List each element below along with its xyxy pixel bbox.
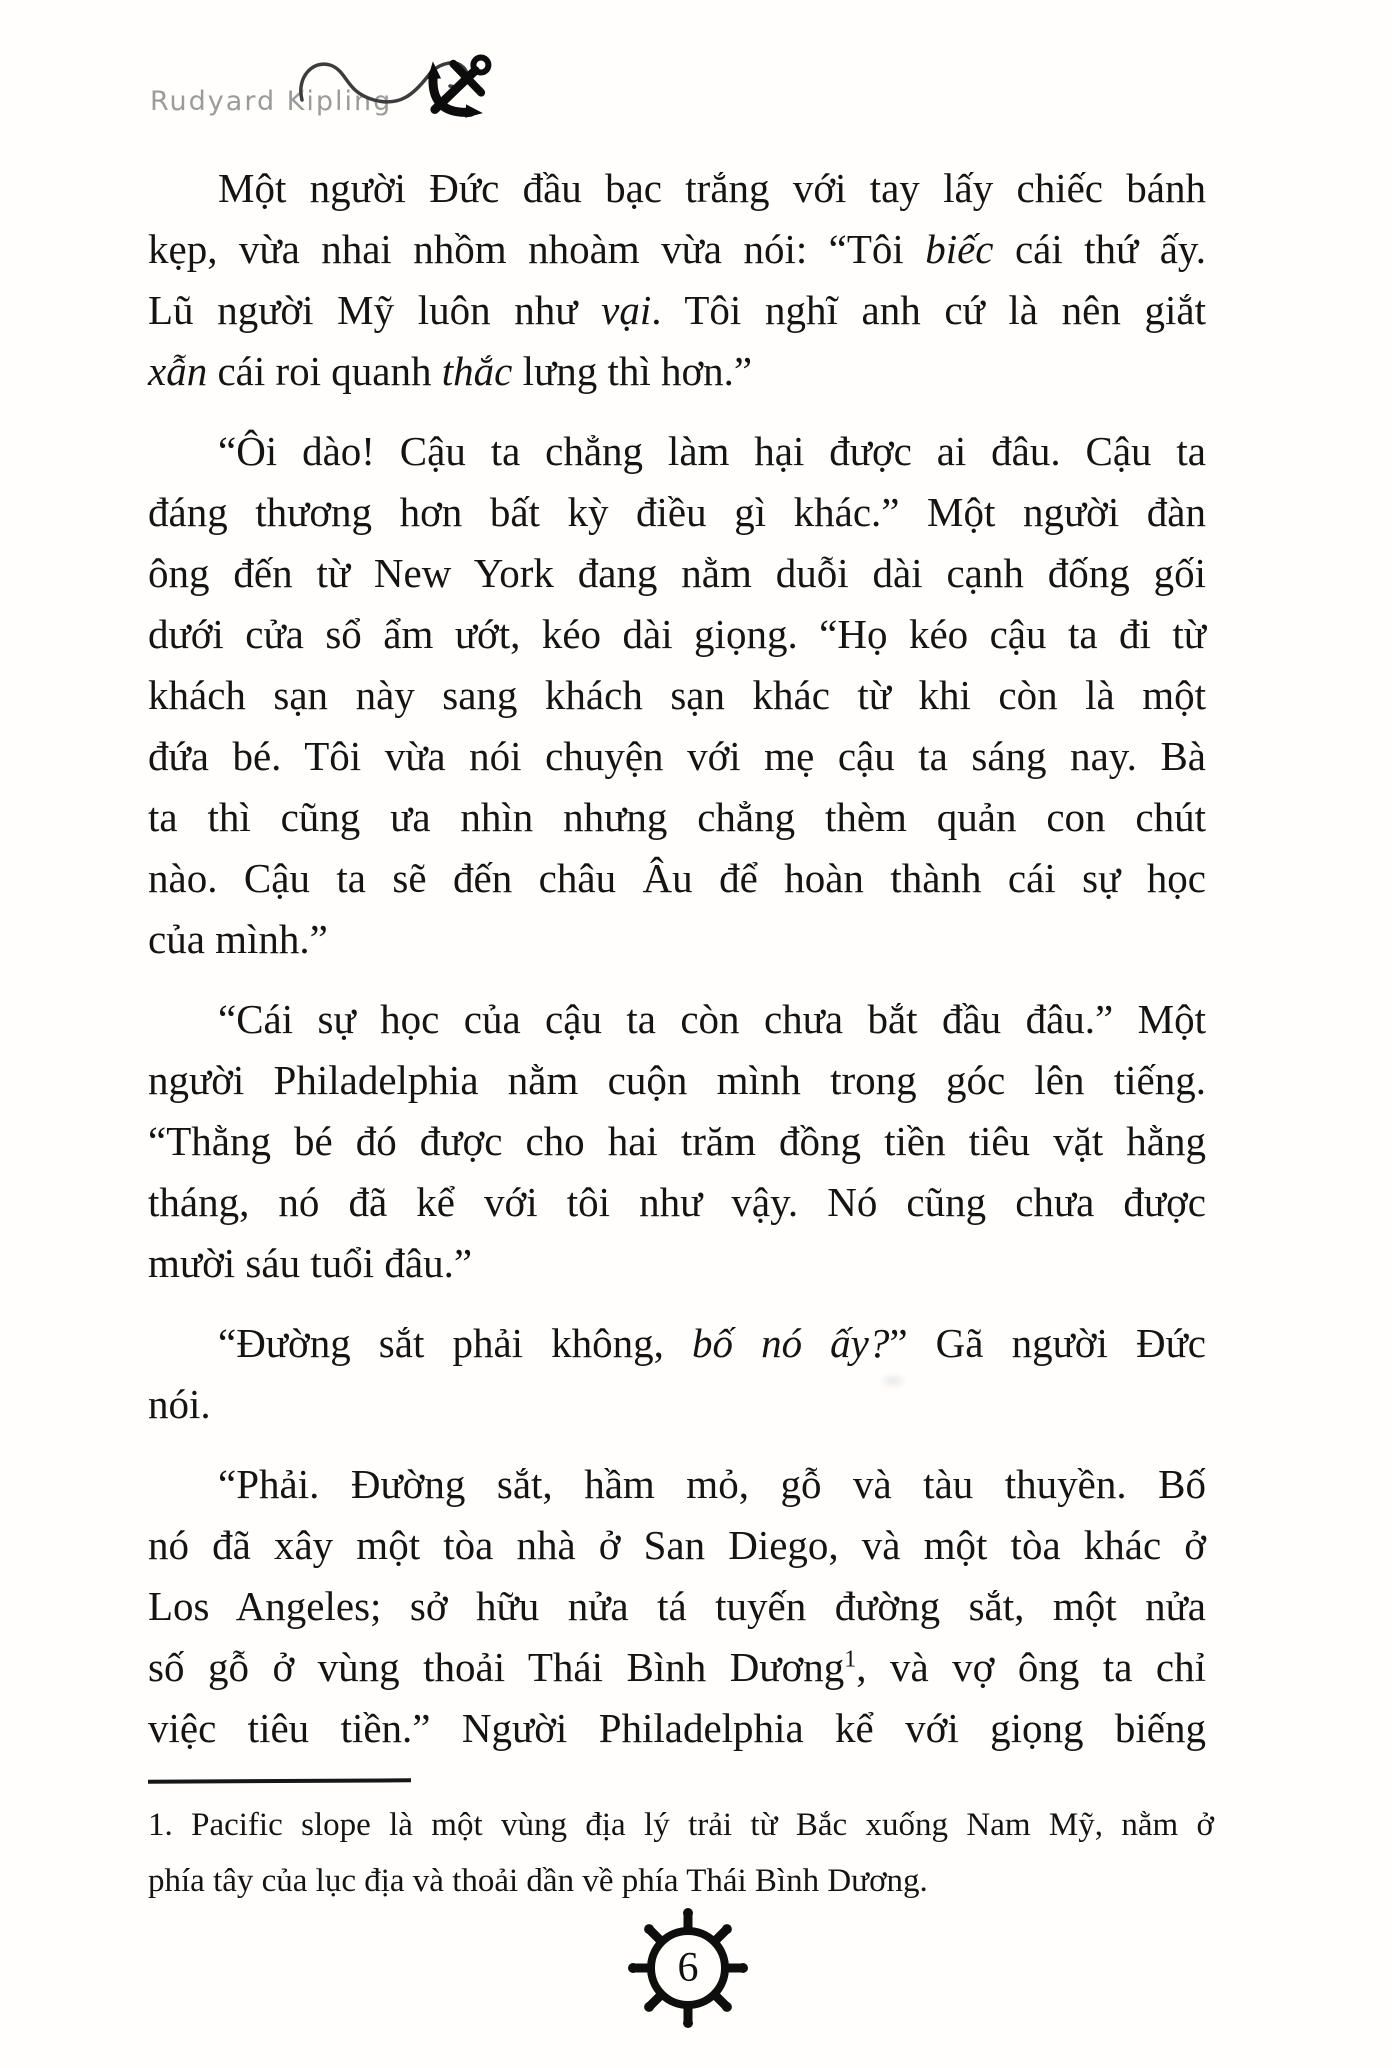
footnote-marker: 1 — [844, 1646, 857, 1673]
text-line — [148, 848, 1206, 909]
text-line — [148, 1172, 1206, 1233]
footnote — [148, 1797, 1214, 1909]
text-run: nào. Cậu ta sẽ đến châu Âu để hoàn thành cái sự học — [148, 855, 1206, 901]
text-run: phía tây của lục địa và thoải dần về phía Thái Bình Dương. — [148, 1863, 928, 1899]
text-run: khách sạn này sang khách sạn khác từ khi còn là một — [148, 672, 1206, 718]
footnote-line — [148, 1797, 1214, 1853]
text-run: kẹp, vừa nhai nhồm nhoàm vừa nói: “Tôi — [148, 226, 926, 272]
text-run: số gỗ ở vùng thoải Thái Bình Dương — [148, 1644, 845, 1690]
text-run: xẫn — [148, 348, 208, 394]
text-line — [148, 989, 1206, 1050]
text-line — [148, 1576, 1206, 1637]
text-run: ông đến từ New York đang nằm duỗi dài cạnh đống gối — [148, 550, 1206, 596]
text-line — [148, 1050, 1206, 1111]
text-run: của mình.” — [148, 916, 328, 962]
text-line — [148, 158, 1206, 219]
text-run: dưới cửa sổ ẩm ướt, kéo dài giọng. “Họ kéo cậu ta đi từ — [148, 611, 1206, 657]
text-line — [148, 1454, 1206, 1515]
text-run: cái roi quanh — [207, 348, 442, 394]
text-line — [148, 341, 1206, 402]
author-name: Rudyard Kipling — [150, 86, 393, 117]
text-run: thắc — [441, 348, 513, 394]
text-run: Một người Đức đầu bạc trắng với tay lấy chiếc bánh — [218, 165, 1206, 211]
text-run: mười sáu tuổi đâu.” — [148, 1240, 473, 1286]
text-line — [148, 1233, 1206, 1294]
text-run: ” Gã người Đức — [889, 1320, 1207, 1366]
text-line — [148, 421, 1206, 482]
text-run: “Thằng bé đó được cho hai trăm đồng tiền tiêu vặt hằng — [148, 1118, 1206, 1164]
text-run: “Đường sắt phải không, — [218, 1320, 692, 1366]
paragraph — [148, 989, 1206, 1294]
paragraph — [148, 1454, 1206, 1759]
text-run: vại — [601, 287, 652, 333]
text-run: lưng thì hơn.” — [512, 348, 753, 394]
scan-smudge — [878, 1372, 908, 1390]
text-line — [148, 280, 1206, 341]
text-run: “Cái sự học của cậu ta còn chưa bắt đầu đâu.” Một — [218, 996, 1206, 1042]
paragraph — [148, 158, 1206, 402]
page-number: 6 — [677, 1945, 699, 1991]
text-line — [148, 219, 1206, 280]
text-run: nó đã xây một tòa nhà ở San Diego, và một tòa khác ở — [148, 1522, 1206, 1568]
anchor-rope-icon — [298, 34, 518, 156]
page-number-ornament — [626, 1906, 750, 2030]
paragraph — [148, 1313, 1206, 1435]
paragraph — [148, 421, 1206, 970]
text-run: bố nó ấy? — [691, 1320, 890, 1366]
text-run: Los Angeles; sở hữu nửa tá tuyến đường sắt, một nửa — [148, 1583, 1206, 1629]
text-run: . Tôi nghĩ anh cứ là nên giắt — [651, 287, 1206, 333]
text-run: ta thì cũng ưa nhìn nhưng chẳng thèm quản con chút — [148, 794, 1206, 840]
text-run: , và vợ ông ta chỉ — [856, 1644, 1206, 1690]
text-run: cái thứ ấy. — [993, 226, 1206, 272]
text-line — [148, 1698, 1206, 1759]
text-run: việc tiêu tiền.” Người Philadelphia kể với giọng biếng — [148, 1705, 1206, 1751]
text-line — [148, 543, 1206, 604]
text-run: biếc — [925, 226, 994, 272]
text-line — [148, 1637, 1206, 1698]
text-run: đứa bé. Tôi vừa nói chuyện với mẹ cậu ta sáng nay. Bà — [148, 733, 1206, 779]
text-line — [148, 726, 1206, 787]
text-run: nói. — [148, 1381, 211, 1427]
text-line — [148, 1374, 1206, 1435]
text-run: người Philadelphia nằm cuộn mình trong góc lên tiếng. — [148, 1057, 1206, 1103]
body-text — [148, 158, 1206, 1778]
footnote-line — [148, 1853, 1214, 1909]
text-line — [148, 1515, 1206, 1576]
text-line — [148, 787, 1206, 848]
text-run: Lũ người Mỹ luôn như — [148, 287, 602, 333]
text-run: đáng thương hơn bất kỳ điều gì khác.” Một người đàn — [148, 489, 1206, 535]
text-run: 1. Pacific slope là một vùng địa lý trải từ Bắc xuống Nam Mỹ, nằm ở — [148, 1807, 1214, 1843]
footnote-rule — [148, 1778, 411, 1783]
text-run: “Ôi dào! Cậu ta chẳng làm hại được ai đâu. Cậu ta — [218, 428, 1206, 474]
text-line — [148, 1313, 1206, 1374]
text-line — [148, 665, 1206, 726]
text-line — [148, 1111, 1206, 1172]
text-line — [148, 909, 1206, 970]
text-run: “Phải. Đường sắt, hầm mỏ, gỗ và tàu thuyền. Bố — [218, 1461, 1206, 1507]
text-run: tháng, nó đã kể với tôi như vậy. Nó cũng chưa được — [148, 1179, 1206, 1225]
text-line — [148, 482, 1206, 543]
text-line — [148, 604, 1206, 665]
